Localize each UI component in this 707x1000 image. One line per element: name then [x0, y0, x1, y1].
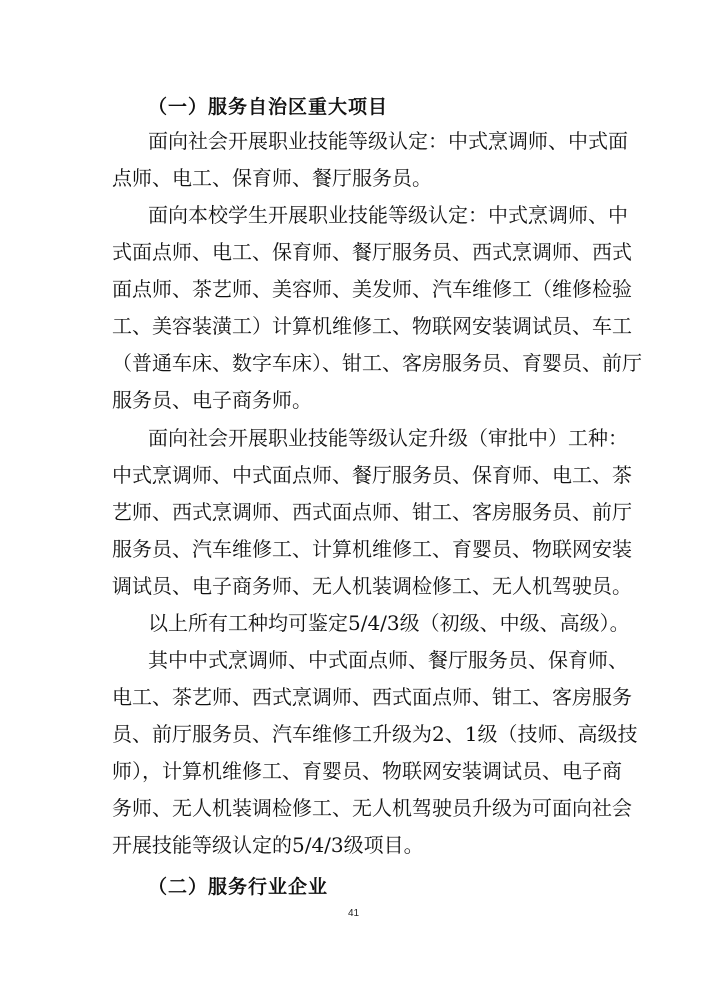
text-line: 务师、无人机装调检修工、无人机驾驶员升级为可面向社会 [112, 796, 632, 820]
text-line: 式面点师、电工、保育师、餐厅服务员、西式烹调师、西式 [112, 240, 632, 264]
text-line: 点师、电工、保育师、餐厅服务员。 [112, 166, 432, 190]
section-heading-2: （二）服务行业企业 [148, 876, 329, 898]
text-line: 面点师、茶艺师、美容师、美发师、汽车维修工（维修检验 [112, 277, 632, 301]
text-line: 面向本校学生开展职业技能等级认定：中式烹调师、中 [148, 203, 628, 227]
text-line: 面向社会开展职业技能等级认定：中式烹调师、中式面 [148, 129, 628, 153]
text-line: 工、美容装潢工）计算机维修工、物联网安装调试员、车工 [112, 314, 632, 338]
text-line: 服务员、汽车维修工、计算机维修工、育婴员、物联网安装 [112, 537, 632, 561]
text-line: 师），计算机维修工、育婴员、物联网安装调试员、电子商 [112, 759, 622, 783]
paragraph-4 [112, 605, 630, 642]
text-line: 以上所有工种均可鉴定5/4/3级（初级、中级、高级）。 [148, 611, 630, 635]
text-line: 服务员、电子商务师。 [112, 388, 312, 412]
page-number: 41 [347, 908, 360, 919]
text-line: 面向社会开展职业技能等级认定升级（审批中）工种： [148, 426, 628, 450]
text-line: 开展技能等级认定的5/4/3级项目。 [112, 833, 424, 857]
paragraph-3 [112, 420, 632, 605]
section-heading-1: （一）服务自治区重大项目 [148, 96, 389, 118]
paragraph-2 [112, 197, 642, 419]
text-line: 调试员、电子商务师、无人机装调检修工、无人机驾驶员。 [112, 574, 632, 598]
text-line: （普通车床、数字车床）、钳工、客房服务员、育婴员、前厅 [112, 351, 642, 375]
paragraph-5 [112, 642, 638, 864]
text-line: 中式烹调师、中式面点师、餐厅服务员、保育师、电工、茶 [112, 463, 632, 487]
paragraph-1 [112, 123, 628, 197]
text-line: 其中中式烹调师、中式面点师、餐厅服务员、保育师、 [148, 648, 628, 672]
text-line: 艺师、西式烹调师、西式面点师、钳工、客房服务员、前厅 [112, 500, 632, 524]
text-line: 员、前厅服务员、汽车维修工升级为2、1级（技师、高级技 [112, 722, 638, 746]
text-line: 电工、茶艺师、西式烹调师、西式面点师、钳工、客房服务 [112, 685, 632, 709]
